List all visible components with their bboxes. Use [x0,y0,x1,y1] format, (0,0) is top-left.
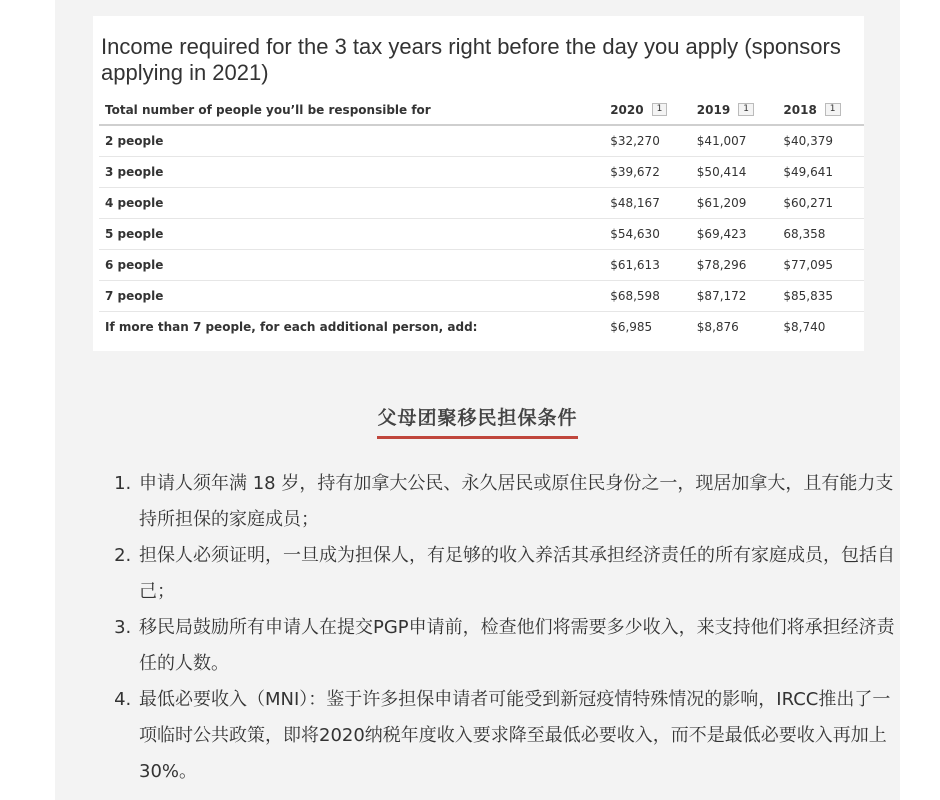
table-row [99,281,864,312]
row-label: 3 people [99,157,604,188]
table-row [99,250,864,281]
table-row [99,157,864,188]
cell-2020: $48,167 [604,188,691,219]
cell-2020: $61,613 [604,250,691,281]
list-item: 1. 申请人须年满 18 岁，持有加拿大公民、永久居民或原住民身份之一，现居加拿大，且有能力支持所担保的家庭成员； [137,466,897,538]
table-title: Income required for the 3 tax years right before the day you apply (sponsors applying in 2021) [101,34,841,85]
column-header-people: Total number of people you’ll be responsible for [99,96,604,125]
conditions-list [105,466,897,790]
cell-2018: $85,835 [777,281,864,312]
row-label: 6 people [99,250,604,281]
cell-2019: $78,296 [691,250,778,281]
cell-2020: $68,598 [604,281,691,312]
income-table-image [93,16,864,351]
row-label: If more than 7 people, for each additional person, add: [105,320,478,334]
cell-2018: $49,641 [777,157,864,188]
cell-2019: $61,209 [691,188,778,219]
column-header-2020: 2020 1 [604,96,691,125]
list-item: 2. 担保人必须证明，一旦成为担保人，有足够的收入养活其承担经济责任的所有家庭成员，包括自己； [137,538,897,610]
section-heading-text: 父母团聚移民担保条件 [377,403,577,439]
row-label: 7 people [99,281,604,312]
cell-2020: $6,985 [610,320,653,334]
cell-2020: $39,672 [604,157,691,188]
footnote-link[interactable]: 1 [825,103,841,116]
list-item: 4. 最低必要收入（MNI）：鉴于许多担保申请者可能受到新冠疫情特殊情况的影响，IRCC推出了一项临时公共政策，即将2020纳税年度收入要求降至最低必要收入，而不是最低必要收入再加上30%。 [137,682,897,790]
row-label: 4 people [99,188,604,219]
cell-2019: $87,172 [691,281,778,312]
cell-2018: $40,379 [777,125,864,157]
footnote-link[interactable]: 1 [738,103,754,116]
cell-2019: $41,007 [691,125,778,157]
cell-2018: $8,740 [783,320,826,334]
table-row [99,188,864,219]
cell-2020: $32,270 [604,125,691,157]
row-label: 2 people [99,125,604,157]
cell-2018: 68,358 [777,219,864,250]
footnote-link[interactable]: 1 [652,103,668,116]
section-heading [55,403,900,439]
income-table [99,96,864,342]
table-row [99,125,864,157]
article-body [55,0,900,800]
table-row [99,312,864,343]
cell-2019: $50,414 [691,157,778,188]
cell-2018: $77,095 [777,250,864,281]
cell-2018: $60,271 [777,188,864,219]
list-item: 3. 移民局鼓励所有申请人在提交PGP申请前，检查他们将需要多少收入，来支持他们将承担经济责任的人数。 [137,610,897,682]
row-label: 5 people [99,219,604,250]
column-header-2018: 2018 1 [777,96,864,125]
table-row [99,219,864,250]
column-header-2019: 2019 1 [691,96,778,125]
cell-2019: $69,423 [691,219,778,250]
cell-2020: $54,630 [604,219,691,250]
cell-2019: $8,876 [696,320,739,334]
table-header-row [99,96,864,125]
